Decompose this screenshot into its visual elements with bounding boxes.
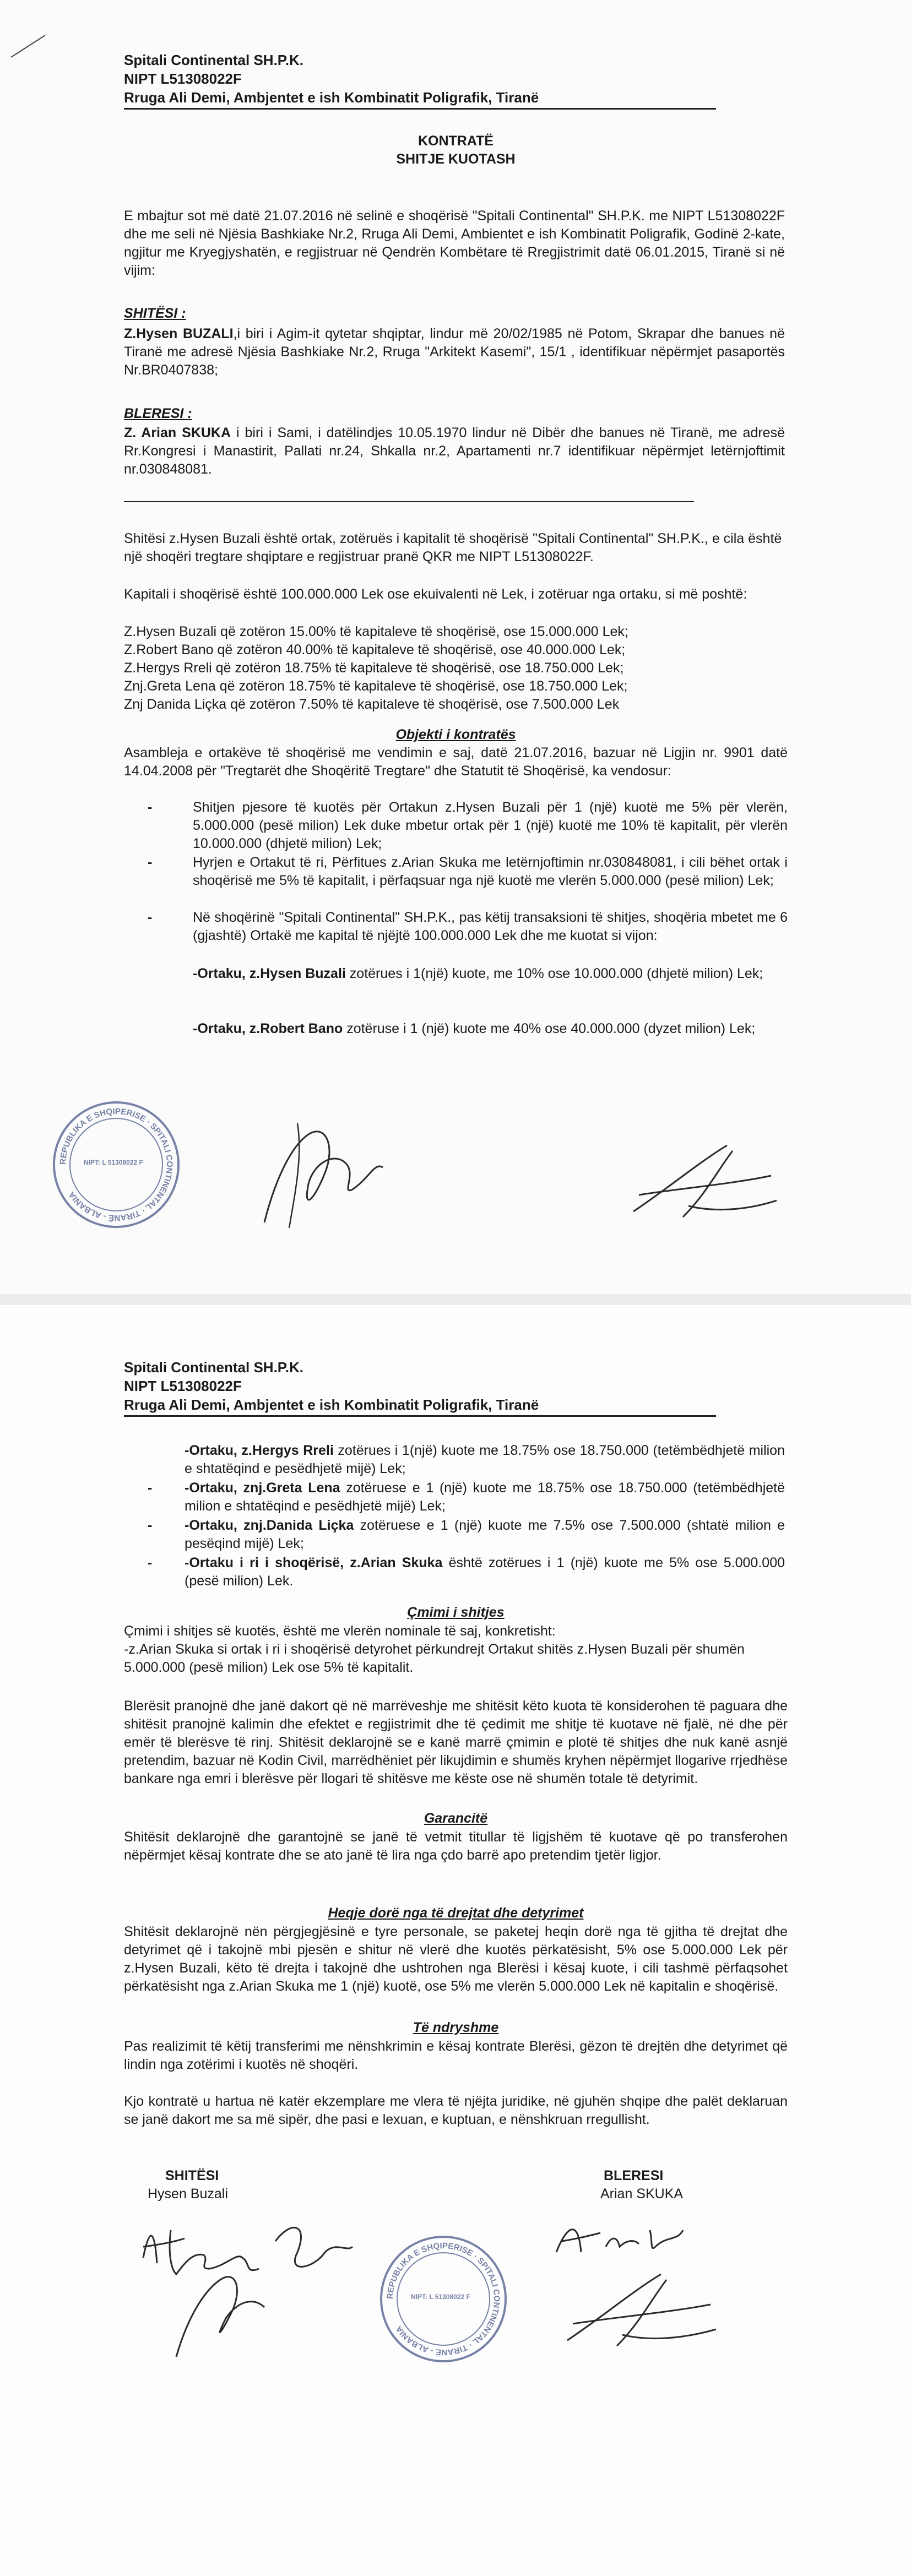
company-address: Rruga Ali Demi, Ambjentet e ish Kombinatit Poligrafik, Tiranë [124, 89, 539, 106]
company-name: Spitali Continental SH.P.K. [124, 1359, 304, 1376]
buyer-label: BLERESI : [124, 406, 192, 421]
section-rule [124, 501, 694, 502]
shareholder-quota-6 [185, 1554, 785, 1590]
closing-paragraph: Kjo kontratë u hartua në katër ekzemplare me vlera të njëjta juridike, në gjuhën shqipe dhe palët deklaruan se janë dakort me sa më sipër, dhe pasi e lexuan, e kuptuan, e nënshkruan rregullisht. [124, 2094, 788, 2127]
section-title-garancite: Garancitë [424, 1811, 488, 1826]
objekti-bullet-3: Në shoqërinë "Spitali Continental" SH.P.K., pas këtij transaksioni të shitjes, shoqëria mbetet me 6 (gjashtë) Ortakë me kapital të njëjtë 100.000.000 Lek dhe me kuotat si vijon: [193, 910, 788, 943]
seller-ownership-paragraph: Shitësi z.Hysen Buzali është ortak, zotëruës i kapitalit të shoqërisë "Spitali Continental" SH.P.K., e cila është një shoqëri tregtare shqiptare e regjistruar pranë QKR me NIPT L51308022F. [124, 531, 782, 564]
bullet-marker: - [148, 1555, 153, 1570]
quota-holder-name: -Ortaku, znj.Greta Lena [185, 1480, 340, 1496]
quota-holder-details: zotëruse i 1 (një) kuote me 40% ose 40.000.000 (dyzet milion) Lek; [343, 1021, 756, 1036]
shareholder-item: Znj Danida Liçka që zotëron 7.50% të kapitaleve të shoqërisë, ose 7.500.000 Lek [124, 697, 620, 712]
section-title-cmimi: Çmimi i shitjes [407, 1605, 505, 1620]
seller-signature-drawing [242, 1112, 397, 1233]
quota-holder-name: -Ortaku, z.Robert Bano [193, 1021, 343, 1036]
quota-holder-name: -Ortaku, z.Hysen Buzali [193, 966, 346, 981]
quota-holder-details: është zotërues i 1 (një) kuote me 5% ose 5.000.000 (pesë milion) Lek. [185, 1555, 785, 1589]
quota-holder-details: zotëruese e 1 (një) kuote me 18.75% ose 18.750.000 (tetëmbëdhjetë milion e shtatëqind e pesëdhjetë mijë) Lek; [185, 1480, 785, 1514]
guarantees-paragraph: Shitësit deklarojnë dhe garantojnë se janë të vetmit titullar të ligjshëm të kuotave që po transferohen nëpërmjet kësaj kontrate dhe se ato janë të lira nga çdo barrë apo pretendim tjetër ligjor. [124, 1829, 788, 1863]
contract-subtitle: SHITJE KUOTASH [396, 151, 516, 167]
stamp-nipt: NIPT: L 51308022 F [84, 1159, 143, 1166]
shareholder-quota-2 [193, 1020, 788, 1038]
corner-mark [10, 32, 48, 59]
waiver-paragraph: Shitësit deklarojnë nën përgjegjësinë e tyre personale, se paketej heqin dorë nga të gjitha të drejtat dhe detyrimet që i takojnë mbi pjesën e shitur në vlerë dhe kuotës përkatësisht, 5% ose 5.000.000 Lek për z.Hysen Buzali, këto të drejta i takojnë dhe ushtrohen nga Blerësi i kësaj kuote, i cili tashmë përfaqsohet përkatësisht nga z.Arian Skuka me 1 (një) kuotë, ose 5% me vlerën 5.000.000 Lek në kapitalin e shoqërisë. [124, 1924, 788, 1994]
objekti-bullet-2: Hyrjen e Ortakut të ri, Përfitues z.Arian Skuka me letërnjoftimin nr.030848081, i cili bëhet ortak i shoqërisë me 5% të kapitalit, i përfaqsuar nga një kuotë me vlerën 5.000.000 (pesë milion) Lek; [193, 855, 788, 888]
bullet-marker: - [148, 855, 153, 870]
quota-holder-details: zotëruese e 1 (një) kuote me 7.5% ose 7.500.000 (shtatë milion e pesëqind mijë) Lek; [185, 1518, 785, 1551]
bullet-marker: - [148, 1480, 153, 1496]
quota-holder-name: -Ortaku, z.Hergys Rreli [185, 1443, 334, 1458]
shareholder-item: Znj.Greta Lena që zotëron 18.75% të kapitaleve të shoqërisë, ose 18.750.000 Lek; [124, 678, 628, 694]
buyers-acceptance-paragraph: Blerësit pranojnë dhe janë dakort që në marrëveshje me shitësit këto kuota të konsiderohen të paguara dhe shitësit pranojnë kalimin dhe efektet e regjistrimit dhe të çedimit me shitje të kuotave në fjalë, në dhe për emër të blerësve të rinj. Shitësit deklarojnë se e kanë marrë çmimin e plotë të shitjes dhe nuk kanë asnjë pretendim, bazuar në Kodin Civil, marrëdhëniet për likujdimin e shumës kryhen nëpërmjet llogarive rrjedhëse bankare nga emri i blerësve për llogari të shitësve me këste ose në shumën totale të detyrimit. [124, 1698, 788, 1786]
buyer-signature-name: Arian SKUKA [600, 2186, 684, 2202]
buyer-signature-drawing [622, 1129, 788, 1228]
seller-details: ,i biri i Agim-it qytetar shqiptar, lindur më 20/02/1985 në Potom, Skrapar dhe banues në Tiranë me adresë Njësia Bashkiake Nr.2, Rruga "Arkitekt Kasemi", 15/1 , identifikuar nëpërmjet pasaportës Nr.BR0407838; [124, 326, 785, 378]
misc-paragraph: Pas realizimit të këtij transferimi me nënshkrimin e kësaj kontrate Blerësi, gëzon të drejtën dhe detyrimet që lindin nga zotërimi i kuotës në shoqëri. [124, 2039, 788, 2072]
shareholder-quota-5 [185, 1517, 785, 1553]
quota-holder-name: -Ortaku i ri i shoqërisë, z.Arian Skuka [185, 1555, 443, 1570]
company-address: Rruga Ali Demi, Ambjentet e ish Kombinatit Poligrafik, Tiranë [124, 1396, 539, 1413]
capital-paragraph: Kapitali i shoqërisë është 100.000.000 Lek ose ekuivalenti në Lek, i zotëruar nga ortaku, si më poshtë: [124, 586, 747, 602]
section-title-heqje: Heqje dorë nga të drejtat dhe detyrimet [328, 1905, 584, 1921]
quota-holder-details: zotërues i 1(një) kuote me 18.75% ose 18.750.000 (tetëmbëdhjetë milion e shtatëqind e pesëdhjetë mijë) Lek; [185, 1443, 785, 1476]
seller-paragraph [124, 325, 785, 379]
seller-name: Z.Hysen BUZALI [124, 326, 234, 341]
objekti-intro: Asambleja e ortakëve të shoqërisë me vendimin e saj, datë 21.07.2016, bazuar në Ligjin nr. 9901 datë 14.04.2008 për "Tregtarët dhe Shoqëritë Tregtare" dhe Statutit të Shoqërisë, ka vendosur: [124, 745, 788, 779]
section-title-objekti: Objekti i kontratës [395, 727, 516, 742]
price-text: Çmimi i shitjes së kuotës, është me vlerën nominale të saj, konkretisht: [124, 1623, 556, 1639]
stamp-text: REPUBLIKA E SHQIPERISE · SPITALI CONTINENTAL · TIRANË - ALBANIA [58, 1106, 175, 1223]
seller-signature-drawing [132, 2208, 386, 2362]
price-details: -z.Arian Skuka si ortak i ri i shoqërisë detyrohet përkundrejt Ortakut shitës z.Hysen Buzali për shumën 5.000.000 (pesë milion) Lek ose 5% të kapitalit. [124, 1642, 745, 1675]
stamp-text: REPUBLIKA E SHQIPERISE · SPITALI CONTINENTAL · TIRANË - ALBANIA [385, 2241, 502, 2357]
header-rule [124, 1415, 716, 1417]
quota-holder-name: -Ortaku, znj.Danida Liçka [185, 1518, 354, 1533]
objekti-bullet-1: Shitjen pjesore të kuotës për Ortakun z.Hysen Buzali për 1 (një) kuotë me 5% për vlerën, 5.000.000 (pesë milion) Lek duke mbetur ortak për 1 (një) kuotë me 10% të kapitalit, për vlerën 10.000.000 (dhjetë milion) Lek; [193, 800, 788, 851]
company-nipt: NIPT L51308022F [124, 1378, 242, 1394]
seller-signature-name: Hysen Buzali [148, 2186, 228, 2202]
contract-page-2 [0, 1305, 911, 2576]
company-stamp [53, 1101, 180, 1228]
company-name: Spitali Continental SH.P.K. [124, 52, 304, 68]
company-stamp [380, 2236, 507, 2362]
seller-label: SHITËSI : [124, 306, 186, 321]
buyer-details: i biri i Sami, i datëlindjes 10.05.1970 lindur në Dibër dhe banues në Tiranë, me adresë Rr.Kongresi i Manastirit, Pallati nr.24, Shkalla nr.2, Apartamenti nr.7 identifikuar nëpërmjet letërnjoftimit nr.030848081. [124, 425, 785, 477]
company-nipt: NIPT L51308022F [124, 70, 242, 87]
shareholder-item: Z.Hysen Buzali që zotëron 15.00% të kapitaleve të shoqërisë, ose 15.000.000 Lek; [124, 624, 628, 639]
bullet-marker: - [148, 910, 153, 925]
stamp-nipt: NIPT: L 51308022 F [411, 2293, 470, 2301]
shareholder-item: Z.Hergys Rreli që zotëron 18.75% të kapitaleve të shoqërisë, ose 18.750.000 Lek; [124, 660, 624, 676]
shareholder-quota-1 [193, 965, 788, 983]
buyer-signature-title: BLERESI [604, 2168, 664, 2183]
contract-title: KONTRATË [417, 133, 494, 149]
buyer-signature-drawing [551, 2208, 727, 2351]
letterhead [124, 51, 539, 107]
shareholder-quota-4 [185, 1479, 785, 1515]
bullet-marker: - [148, 800, 153, 815]
bullet-marker: - [148, 1518, 153, 1533]
buyer-name: Z. Arian SKUKA [124, 425, 231, 441]
letterhead [124, 1358, 539, 1414]
header-rule [124, 108, 716, 110]
shareholder-quota-3 [185, 1442, 785, 1478]
buyer-paragraph [124, 424, 785, 479]
seller-signature-title: SHITËSI [165, 2168, 219, 2183]
intro-paragraph: E mbajtur sot më datë 21.07.2016 në selinë e shoqërisë "Spitali Continental" SH.P.K. me NIPT L51308022F dhe me seli në Njësia Bashkiake Nr.2, Rruga Ali Demi, Ambientet e ish Kombinatit Poligrafik, Godinë 2-kate, ngjitur me Kryegjyshatën, e regjistruar në Qendrën Kombëtare të Rregjistrimit datë 06.01.2015, Tiranë si në vijim: [124, 208, 785, 278]
section-title-te-ndryshme: Të ndryshme [413, 2020, 499, 2035]
shareholder-item: Z.Robert Bano që zotëron 40.00% të kapitaleve të shoqërisë, ose 40.000.000 Lek; [124, 642, 626, 657]
quota-holder-details: zotërues i 1(një) kuote, me 10% ose 10.000.000 (dhjetë milion) Lek; [345, 966, 763, 981]
